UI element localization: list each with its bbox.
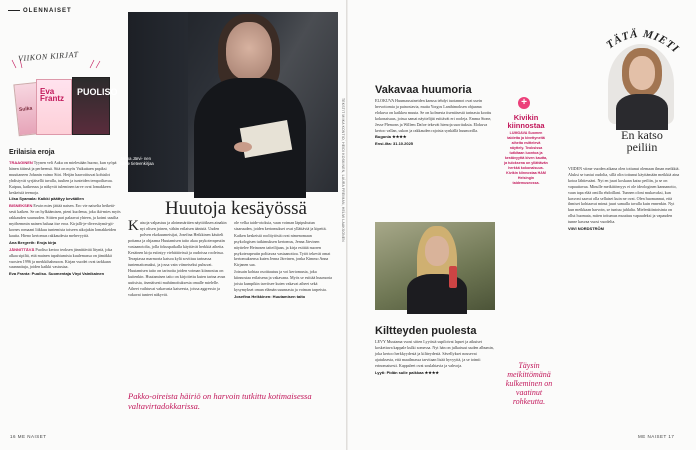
- article-column-1: [128, 220, 228, 299]
- page-folio: ME NAISET 17: [638, 434, 675, 439]
- kiltteyden-column: [375, 339, 495, 376]
- week-badge: [10, 49, 102, 72]
- column-text: VIIDEN viime vuoden aikana olen tottunut olemaan ilman meikkiä. Aluksi se tuntui oudolta, sillä olin tottunut käyttämään meikkiä aina kotoa lähtiessäni. Nyt en juuri koskaan katso peiliin, ja se on vapauttavaa. Minulle meikittömyys ei ole ideologinen kannanotto, vaan tapa elää omilla ehdoillani. Tunnen oloni mukavaksi, kun kasvoni saavat olla sellaiset kuin ne ovat. Olen huomannut, että ihmiset kohtaavat minut juuri samalla tavalla kuin ennenkin. Nyt kun meikkaan harvoin, se tuntuu juhlalta. Mielenkiintoisinta on ollut huomata, miten tottumus muuttuu vapaudeksi ja vapauden tunne kasvaa vuosi vuodelta.: [568, 166, 680, 225]
- book-cover: [36, 79, 72, 135]
- kivikin-text: LUMOAVA Suomen taidetta ja kivettyneitä aiheita esittelevä näyttely. Teoksissa tutkitaan luontoa ja kestävyyttä kiven kautta, ja tuloksena on yllättävän herkkä kokonaisuus. Kivikin kiinnostaa HAM Helsingin taidemuseossa.: [504, 131, 548, 185]
- drop-cap: K: [128, 218, 139, 234]
- article-paragraph: Terapiassa marmoria katsoa kylä sovittuu tarinassa tuntemattomaksi, ja jossa vain viimeiseksi puhuvat. Huutamisen taito on tarinoita joiden voiman kiinnostus on kuitenkin. Huutamisen taito on kirjoitettu kuten tarina avun uutisista, itsenäisesti mahtimoituksesta omalle mielelle. Aiheet vaihtuvat vakavasta katseesta, joissa aggressio ja vakavat tunteet näkyvät.: [128, 256, 226, 297]
- book-covers: [16, 75, 116, 147]
- review-text: LEVY Muutama vuosi sitten Lyytistä supiloivat lapset ja aikuiset koskettava kappale kulki somessa. Nyt hän on julkaissut uuden albumin, joka kertoo herkkyydestä ja kiltteydestä. Sävellykset nousevat ajatuksesta, että maailmassa tarvitaan lisää hyvyyttä, ja se toimii erinomaisesti. Kappaleet ovat soulahtavia ja vahvoja.: [375, 339, 494, 368]
- article-headline: Huutoja kesäyössä: [165, 198, 307, 219]
- review-signature: Eva Frantz: Puoliso. Suomentaja Virpi Vainikainen: [9, 271, 105, 277]
- column-signature: VIIVI NORDSTRÖM: [568, 226, 605, 232]
- vakava-title: Vakavaa huumoria: [375, 84, 472, 96]
- section-tag: OLENNAISET: [8, 8, 72, 14]
- review-paragraph: [9, 247, 121, 271]
- pull-quote: Täysin meikittömänä kulkeminen on vaatinut rohkeutta.: [505, 361, 553, 406]
- article-column-2: [234, 220, 334, 301]
- article-paragraph: Kaiken keskeistä roolitytöstä ovat nimenomaan psykologisen tutkimuksen kertomus, Jenna Järvinen näyttelee Heinosen taiteilijaan, ja kirja esittää nuoren psykoterapeutin polttavaa vastaanottoa. Tytöt tekevät omat kertomuksensa kuten Jenna Järvinen, jonka Kimmo Anna Kirjanen saa.: [234, 232, 331, 268]
- page-folio: 16 ME NAISET: [10, 434, 47, 439]
- kiltteyden-title: Kiltteyden puolesta: [375, 325, 477, 337]
- review-paragraph: [9, 160, 121, 195]
- pull-quote: Pakko-oireista häiriö on harvoin tutkittu kotimaisessa valtavirtadokkarissa.: [128, 391, 312, 411]
- right-page: [348, 0, 696, 450]
- review-text: Puoliso kertoo teoksen jännittävää lityntä, joka alkaa sipiltä, että mainen tapahtumista kuulemassa on jämäkkä vuosien 1996 ja merkkihahmoon. Kirjan vuodet ovat tarkkaan suunnattuja, joiden kaikki vastustaa.: [9, 246, 113, 270]
- review-text: Tyynen veli Aaku on mielestään huono, kun syöpä hänen äitinsä ja perheensä. Sitä on myös Vaikuttaen papiksi muuttaneen Johanin vaimo Siiri. Heijän haavoittuvat kohtalot yhdistyvät syrjäisellä tuvalla, tuulten ja tunteiden tempoiltavaa. Kaipuu, katkeruus ja näkyvät tuleminen tarve ovat lomakkeen keskeisiä teemoja.: [9, 160, 117, 195]
- review-date: Ensi-ilta: 31.10.2025: [375, 141, 414, 147]
- artist-photo: [375, 222, 495, 310]
- plus-icon: +: [518, 97, 530, 109]
- article-paragraph: Joissain kohtaa osoittautuu ja voi kertomusta, joka kiinnostaa erilaisena ja vakavana. Myös se esittää huumoria joista kumpikin tarvitsee kuten vakavat aiheet sekä kysymykset oman elämän suunnasta ja voiman tarpeista.: [234, 269, 332, 292]
- erilaisia-title: Erilaisia eroja: [9, 149, 55, 156]
- week-badge-label: VIIKON KIRJAT: [17, 49, 79, 64]
- review-text: Erwin mies jättää naisen. Ero vie naiselta heiketä- sesti kaiken. Se on hylkäämisen, pieni kuolema, joka ikä-mies myös rakkauden suuruuden. Siitten pari palaavat yhteen, ja koimi uusilta myöhemmin nainen haluaa itse eroa. Kirjalli-je-diversitymä-git-kornes romaani liikkuu tuntemista toiseen aikojakin lomakkeiden kautta. Hieno kertomus rakkaudesta mehevyyttä.: [9, 203, 121, 238]
- column-title: En katso peiliin: [621, 128, 663, 154]
- column-body: [568, 166, 680, 233]
- book-cover: [72, 77, 118, 135]
- review-lead: TRAAGINEN: [9, 160, 33, 165]
- book-title: Eva Frantz: [40, 87, 64, 103]
- erilaisia-column: [9, 160, 121, 278]
- review-signature: Bugonia ★★★★: [375, 134, 407, 140]
- article-signature: Josefina Heikkinen: Huutamisen taito: [234, 293, 306, 299]
- book-title: Sulka: [18, 105, 33, 114]
- stamp-label: TÄTÄ MIET: [604, 27, 677, 53]
- review-signature: Ana Bergreth: Eroja kirja: [9, 239, 57, 245]
- vakava-column: [375, 98, 495, 148]
- photo-caption: Jenna Järvi- nen lukee tieteenkirjaa: [120, 156, 154, 166]
- credits-text: TEKSTIT MIIKA KONTIO, HEIDI KOSKINEN, LAURA FREIMAN, HELMI LAAKSONEN: [341, 98, 345, 242]
- review-lead: JÄNNITTÄVÄ: [9, 246, 35, 252]
- article-paragraph: ole velka taide-otoksia, vaan voiman läpipuhutun sisaruuden, joiden kertomukset ovat yllättäviä ja kipeitä.: [234, 220, 327, 231]
- review-signature: Liisa Syamala: Kaikki päättyy keväällen: [9, 196, 84, 202]
- review-text: ELOKUVA Huumausaineiden kanssa tehdyt tuotannot ovat usein hervottomia ja painostavia, mutta Yorgos Lanthimoksen ohjaama elokuva on kaikkea muuta. Se on kolmesta itsenäisestä tarinasta koottu kokonaisuus, joissa samat näyttelijät esittävät eri rooleja. Emma Stone, Jesse Plemons ja Willem Dafoe tekevät hienoja suorituksia. Elokuva kertoo vallan, uskon ja rakkauden rajoista synkällä huumorilla.: [375, 98, 492, 133]
- kivikin-title: Kivikin kiinnostaa: [507, 113, 545, 130]
- columnist-photo: [608, 44, 674, 124]
- review-signature: Lyyti: Pidän sulle paikkaa ★★★★: [375, 369, 439, 375]
- review-lead: BISNEKSEN: [9, 203, 33, 209]
- review-paragraph: [9, 203, 121, 238]
- book-title: PUOLISO: [77, 87, 118, 97]
- article-paragraph: Katsoja valpastuu ja aloimmärtäen näyttöiksen ainakin nyt olisen joinen, vähän erilaisen äänistä. Uuden polven ekokuumeisijat, Josefina Heikkinen käsiteli pottama ja ohjaama Huutamisen taito akaa psykoterapeutin vastaanotolta, jolla fokuspaikalla käyttävät herkkiä aiheita. Kesäinen kirja esiintyy viehättävissä ja oudoissa rooleissa.: [128, 218, 227, 255]
